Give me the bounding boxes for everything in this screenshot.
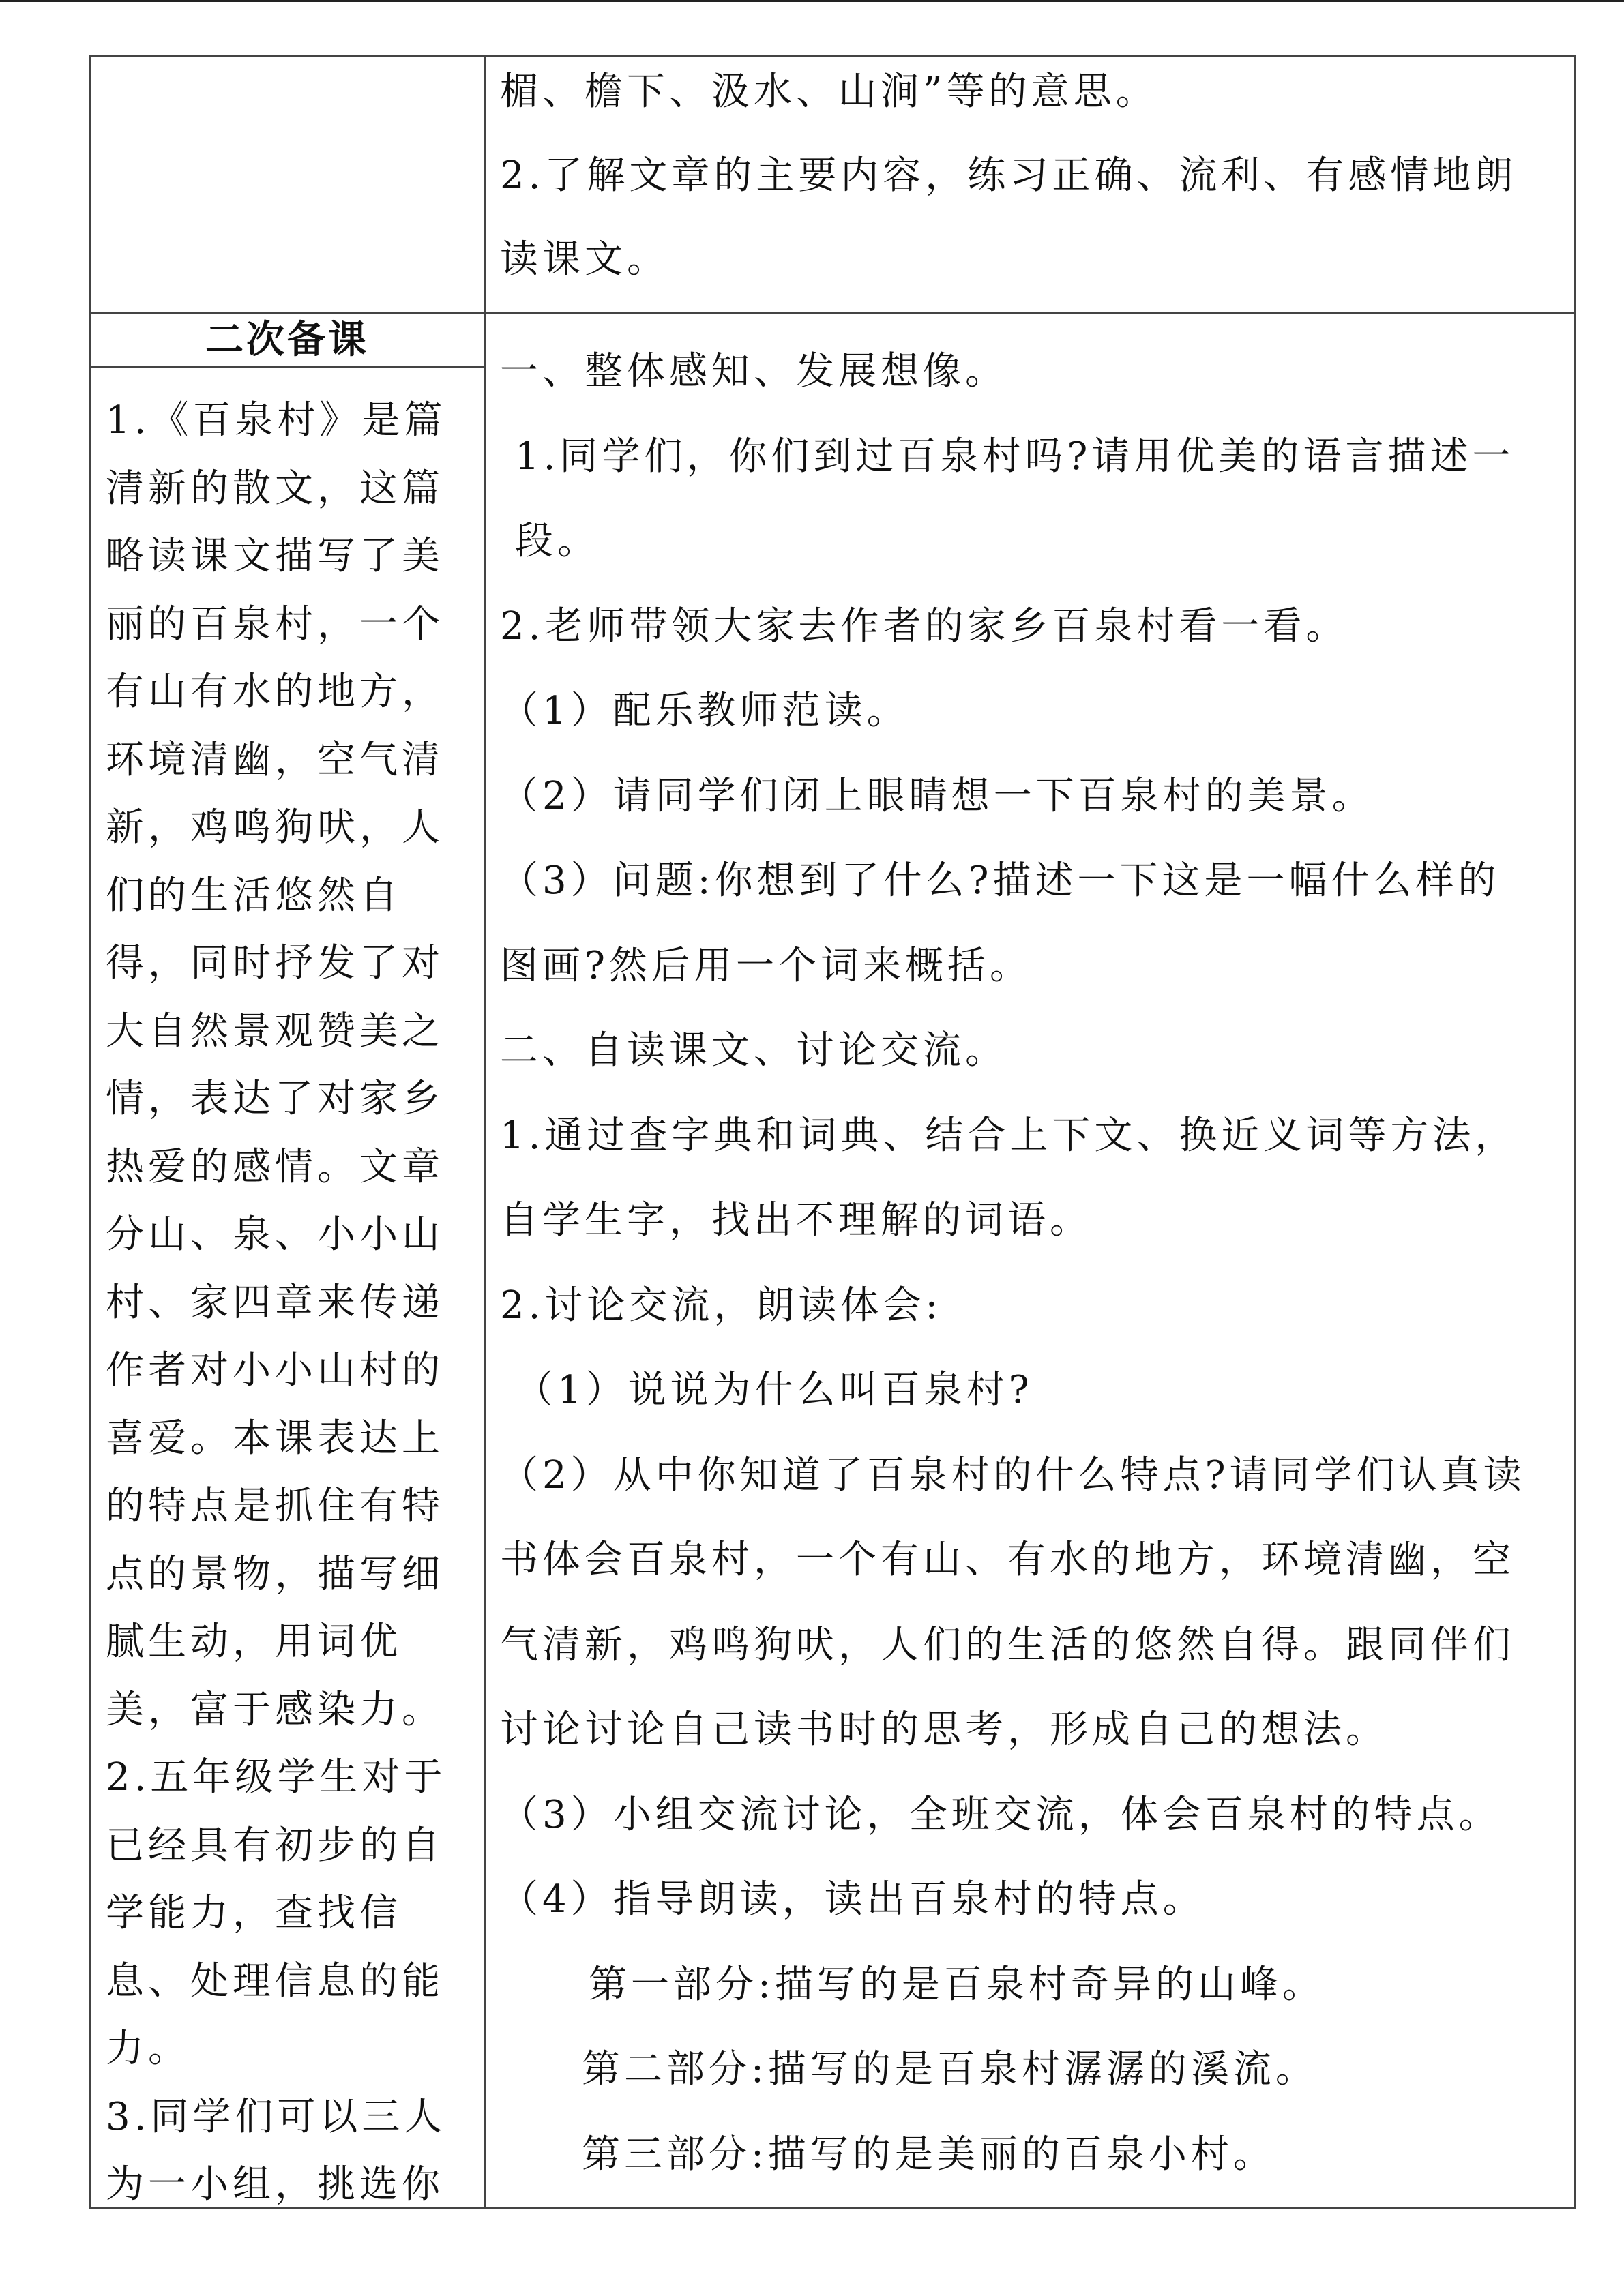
note-line: 略读课文描写了美 <box>106 534 444 578</box>
note-line: 有山有水的地方， <box>106 670 444 714</box>
content-line: （1）说说为什么叫百泉村? <box>515 1368 1033 1412</box>
note-line: 学能力，查找信 <box>106 1891 402 1935</box>
content-line: 2.讨论交流，朗读体会: <box>500 1283 943 1328</box>
note-line: 力。 <box>106 2027 190 2071</box>
note-line: 2.五年级学生对于 <box>106 1755 447 1800</box>
note-line: 喜爱。本课表达上 <box>106 1416 444 1461</box>
column-divider <box>484 57 486 2207</box>
note-line: 美，富于感染力。 <box>106 1687 444 1732</box>
note-line: 们的生活悠然自 <box>106 873 402 918</box>
content-line: （4）指导朗读，读出百泉村的特点。 <box>500 1877 1205 1922</box>
note-line: 得，同时抒发了对 <box>106 941 444 985</box>
note-line: 新，鸡鸣狗吠，人 <box>106 805 444 850</box>
note-line: 丽的百泉村，一个 <box>106 601 444 646</box>
content-line: 1.通过查字典和词典、结合上下文、换近义词等方法， <box>500 1113 1518 1158</box>
content-line: （2）从中你知道了百泉村的什么特点?请同学们认真读 <box>500 1452 1526 1497</box>
content-line: 2.老师带领大家去作者的家乡百泉村看一看。 <box>500 603 1348 648</box>
content-line: （3）问题:你想到了什么?描述一下这是一幅什么样的 <box>500 859 1501 903</box>
note-line: 分山、泉、小小山 <box>106 1212 444 1257</box>
note-line: 1.《百泉村》是篇 <box>106 398 447 443</box>
content-line: 1.同学们，你们到过百泉村吗?请用优美的语言描述一 <box>515 434 1515 479</box>
content-line: 自学生字，找出不理解的词语。 <box>500 1198 1092 1242</box>
content-line: 图画?然后用一个词来概括。 <box>500 943 1033 988</box>
note-line: 为一小组，挑选你 <box>106 2162 444 2207</box>
section-heading: 一、整体感知、发展想像。 <box>500 349 1007 393</box>
note-line: 息、处理信息的能 <box>106 1958 444 2003</box>
note-line: 已经具有初步的自 <box>106 1823 444 1868</box>
note-line: 作者对小小山村的 <box>106 1348 444 1392</box>
top-border-line <box>0 0 1624 2</box>
note-line: 腻生动，用词优 <box>106 1620 402 1664</box>
note-line: 的特点是抓住有特 <box>106 1484 444 1528</box>
section-heading: 二、自读课文、讨论交流。 <box>500 1028 1007 1073</box>
content-line: 第一部分:描写的是百泉村奇异的山峰。 <box>589 1962 1325 2007</box>
teaching-process-cell <box>500 329 1564 2197</box>
content-line: （3）小组交流讨论，全班交流，体会百泉村的特点。 <box>500 1792 1501 1837</box>
note-line: 3.同学们可以三人 <box>106 2094 447 2139</box>
header-divider <box>91 366 485 368</box>
content-line: 段。 <box>515 519 600 563</box>
row-divider <box>91 312 1574 314</box>
content-line: 讨论讨论自己读书时的思考，形成自己的想法。 <box>500 1708 1388 1752</box>
content-line: （2）请同学们闭上眼睛想一下百泉村的美景。 <box>500 773 1374 818</box>
content-line: 书体会百泉村，一个有山、有水的地方，环境清幽，空 <box>500 1538 1515 1582</box>
content-line: 第二部分:描写的是百泉村潺潺的溪流。 <box>582 2047 1318 2091</box>
note-line: 大自然景观赞美之 <box>106 1009 444 1054</box>
objective-line: 2.了解文章的主要内容，练习正确、流利、有感情地朗 <box>500 153 1518 198</box>
secondary-prep-header: 二次备课 <box>205 318 369 362</box>
note-line: 情，表达了对家乡 <box>106 1077 444 1121</box>
previous-objectives-cell <box>500 50 1564 301</box>
note-line: 热爱的感情。文章 <box>106 1144 444 1189</box>
objective-line: 楣、檐下、汲水、山涧”等的意思。 <box>500 70 1158 114</box>
lesson-plan-table <box>89 55 1576 2209</box>
note-line: 清新的散文，这篇 <box>106 466 444 511</box>
content-line: 第三部分:描写的是美丽的百泉小村。 <box>582 2132 1275 2177</box>
note-line: 村、家四章来传递 <box>106 1280 444 1325</box>
secondary-prep-notes <box>106 387 474 2219</box>
note-line: 环境清幽，空气清 <box>106 737 444 782</box>
content-line: （1）配乐教师范读。 <box>500 689 909 733</box>
note-line: 点的景物，描写细 <box>106 1551 444 1596</box>
content-line: 气清新，鸡鸣狗吠，人们的生活的悠然自得。跟同伴们 <box>500 1622 1515 1667</box>
objective-line: 读课文。 <box>500 237 669 282</box>
